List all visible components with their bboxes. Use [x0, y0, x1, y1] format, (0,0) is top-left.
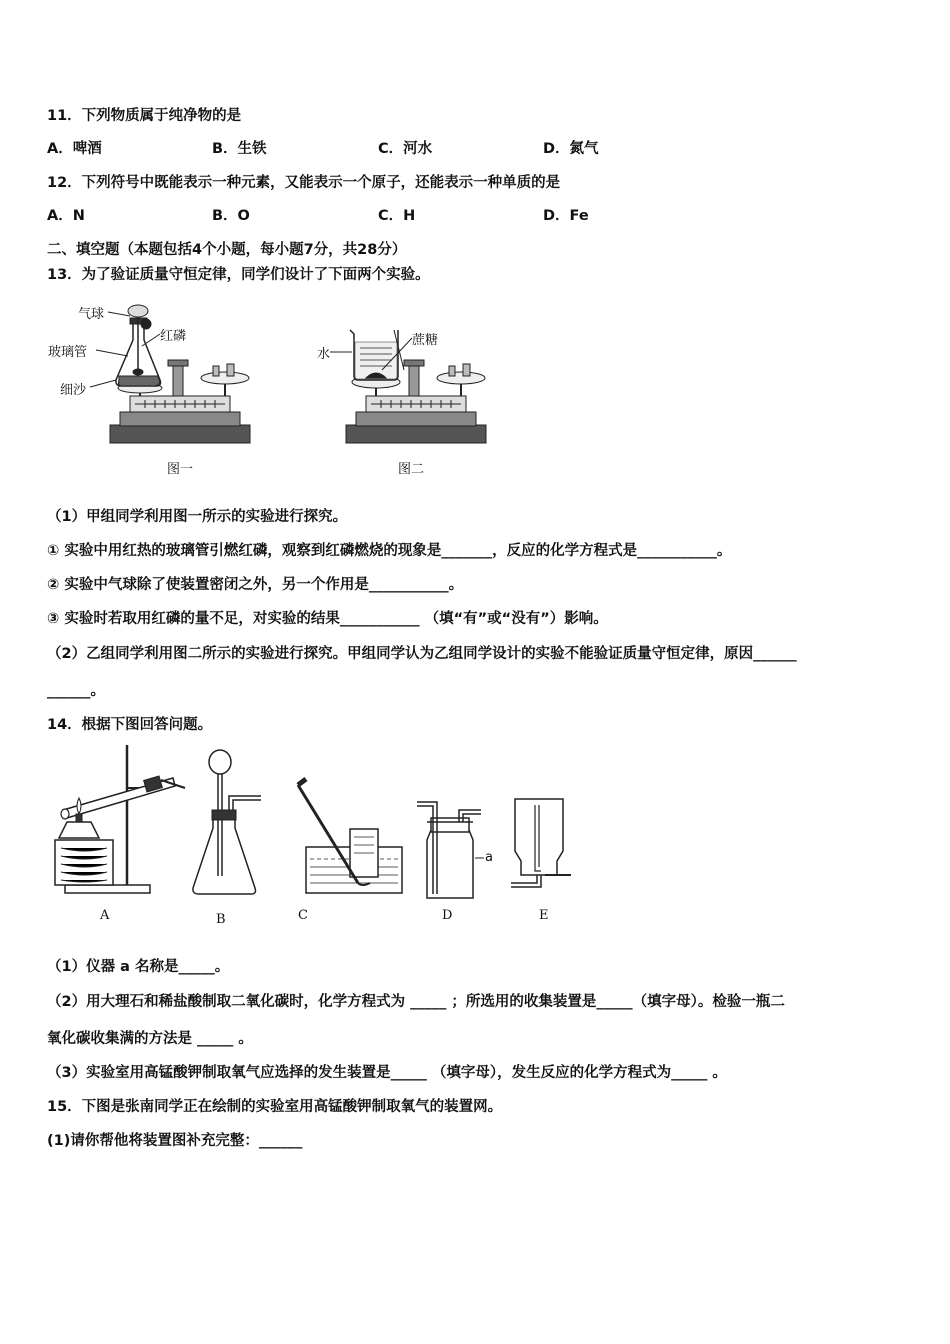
q11-option-c: C．河水	[378, 141, 433, 157]
q14-part2-cont: 氧化碳收集满的方法是 _____ 。	[47, 1031, 253, 1047]
q11-option-d: D．氮气	[543, 141, 599, 157]
q13-part1c: ③ 实验时若取用红磷的量不足，对实验的结果___________ （填“有”或“没有”）影响。	[47, 611, 608, 627]
q14-part3: （3）实验室用高锰酸钾制取氧气应选择的发生装置是_____ （填字母），发生反应的化学方程式为_____ 。	[47, 1065, 727, 1081]
q15-stem: 15．下图是张南同学正在绘制的实验室用高锰酸钾制取氧气的装置网。	[47, 1099, 503, 1115]
q11-option-a: A．啤酒	[47, 141, 102, 157]
q12-stem: 12．下列符号中既能表示一种元素，又能表示一个原子，还能表示一种单质的是	[47, 175, 561, 191]
apparatus-e-label: E	[539, 908, 549, 923]
q12-option-b: B．O	[212, 208, 250, 224]
section-heading: 二、填空题（本题包括4个小题，每小题7分，共28分）	[47, 242, 407, 258]
q12-option-c: C．H	[378, 208, 416, 224]
q14-stem: 14．根据下图回答问题。	[47, 717, 213, 733]
fig1-label-glass-tube: 玻璃管	[48, 345, 88, 360]
q13-part1: （1）甲组同学利用图一所示的实验进行探究。	[47, 509, 348, 525]
q12-option-a: A．N	[47, 208, 85, 224]
fig2-label-sucrose: 蔗糖	[412, 333, 439, 348]
apparatus-a-label: A	[100, 908, 110, 923]
q11-option-b: B．生铁	[212, 141, 267, 157]
q15-part1: (1)请你帮他将装置图补充完整：______	[47, 1133, 303, 1149]
fig1-label-fine-sand: 细沙	[60, 383, 87, 398]
q13-part1b: ② 实验中气球除了使装置密闭之外，另一个作用是___________。	[47, 577, 464, 593]
apparatus-c-label: C	[298, 908, 308, 923]
q13-part2-cont: ______。	[47, 683, 105, 699]
q12-option-d: D．Fe	[543, 208, 589, 224]
q14-part2: （2）用大理石和稀盐酸制取二氧化碳时，化学方程式为 _____ ；所选用的收集装置是_____（填字母）。检验一瓶二	[47, 994, 785, 1010]
figure-1-caption: 图一	[167, 462, 194, 477]
apparatus-e-inverted-bottle	[505, 795, 580, 895]
fig1-label-balloon: 气球	[78, 307, 105, 322]
figure-2-caption: 图二	[398, 462, 425, 477]
apparatus-d-label: D	[442, 908, 453, 923]
apparatus-b-label: B	[216, 912, 226, 927]
apparatus-d-a-label: a	[485, 850, 493, 865]
q13-part2: （2）乙组同学利用图二所示的实验进行探究。甲组同学认为乙组同学设计的实验不能验证质量守恒定律，原因______	[47, 646, 797, 662]
fig1-label-red-phosphorus: 红磷	[160, 329, 187, 344]
q14-part1: （1）仪器 a 名称是_____。	[47, 959, 230, 975]
q13-stem: 13．为了验证质量守恒定律，同学们设计了下面两个实验。	[47, 267, 430, 283]
fig2-label-water: 水	[317, 347, 331, 362]
q11-stem: 11．下列物质属于纯净物的是	[47, 108, 242, 124]
q13-part1a: ① 实验中用红热的玻璃管引燃红磷，观察到红磷燃烧的现象是_______，反应的化学方程式是___________。	[47, 543, 732, 559]
